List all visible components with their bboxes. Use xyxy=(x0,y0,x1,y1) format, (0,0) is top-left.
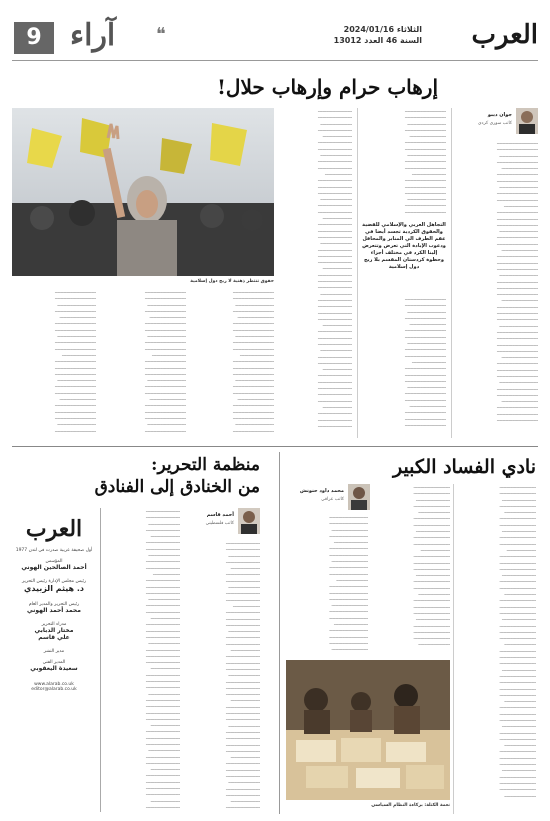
art-label: المدير الفني xyxy=(42,660,66,665)
masthead-divider xyxy=(100,508,101,812)
article1-pull-quote: التجاهل العربي والإسلامي للقضية والحقوق الكردية تجسد أيضا في عقم الطرف الي المنابر والمحافل ودعوب الإبادة التي تعرض وتتعرض إلينا الكرد في مختلف أجزاء وحظوة كردستان المقسم بلا ربح دول إسلامية xyxy=(362,222,446,270)
issue-line: السنة 46 العدد 13012 xyxy=(333,36,422,45)
article2-author xyxy=(284,484,370,510)
section-divider xyxy=(279,452,280,814)
date-block xyxy=(334,24,422,46)
article3-column-2: ‏ـــــــــــــــــــــــــــــ ‏ـــــــــــــــــــــــــــــ ‏ـــــــــــــــــــــــــــ ‏ـــــــــــــــــــــــــــــ ‏ـــــــــــــــــــــــــ ‏ـــــــــــــــــــــــــــــ ‏ـــــــــــــــــــــــــــــ ‏ـــــــــــــــــــــــــــ ‏ـــــــــــــــــــــــــــــ ‏ـــــــــــــــــــــــــــــ ‏ـــــــــــــــــــــــ ‏ـــــــــــــــــــــــــــــ ‏ـــــــــــــــــــــــــــــ ‏ـــــــــــــــــــــــــــــ ‏ـــــــــــــــــــــــــــ ‏ـــــــــــــــــــــــــــــ ‏ـــــــــــــــــــــــــــــ ‏ـــــــــــــــــــــــــ ‏ـــــــــــــــــــــــــــــ ‏ـــــــــــــــــــــــــــــ ‏ـــــــــــــــــــــــــــــ ‏ـــــــــــــــــــــــــــ ‏ـــــــــــــــــــــــــــــ ‏ـــــــــــــــــــــــــــــ ‏ـــــــــــــــــــــــــــــ ‏ـــــــــــــــــــــــــ ‏ـــــــــــــــــــــــــــــ ‏ـــــــــــــــــــــــــــــ ‏ـــــــــــــــــــــــــــــ ‏ـــــــــــــــــــــــــــ ‏ـــــــــــــــــــــــــــــ ‏ـــــــــــــــــــــــــــــ ‏ـــــــــــــــــــــــــــــ ‏ـــــــــــــــــــــــــــــ ‏ـــــــــــــــــــــــــ ‏ـــــــــــــــــــــــــــــ ‏ـــــــــــــــــــــــــــــ ‏ـــــــــــــــــــــــــــــ ‏ـــــــــــــــــــــــــــ ‏ـــــــــــــــــــــــــــــ ‏ـــــــــــــــــــــــــــــ ‏ـــــــــــــــــــــــــ ‏ـــــــــــــــــــــــــــــ xyxy=(226,540,260,810)
author-photo xyxy=(348,484,370,510)
article1-author-role: كاتب سوري كردي xyxy=(478,121,512,126)
newspaper-logo: العرب xyxy=(471,20,538,50)
masthead-intro: أول صحيفة عربية صدرت في لندن 1977 xyxy=(15,548,93,553)
ballot-scene xyxy=(286,660,450,800)
chairman-label: رئيس مجلس الإدارة رئيس التحرير xyxy=(21,579,86,584)
protest-scene xyxy=(12,108,274,276)
header-rule xyxy=(12,60,538,61)
article1-photo-caption: حقوق تنتظر ذهنية لا ربح دول إسلامية xyxy=(190,279,274,284)
column-divider xyxy=(453,484,454,814)
section-rule xyxy=(12,446,538,447)
article2-column-1: ‏ـــــــــــــــــــــــــــــــ ‏ـــــــــــــــــــــــــــــــ ‏ـــــــــــــــــــــــــــــ ‏ـــــــــــــــــــــــــــــــ ‏ـــــــــــــــــــــــــــ ‏ـــــــــــــــــــــــــــــــ ‏ـــــــــــــــــــــــــــــــ ‏ـــــــــــــــــــــــــــــ ‏ـــــــــــــــــــــــــــــــ ‏ـــــــــــــــــــــــــــــــ ‏ـــــــــــــــــــــــــ ‏ـــــــــــــــــــــــــــــــ ‏ـــــــــــــــــــــــــــــــ ‏ـــــــــــــــــــــــــــــــ ‏ـــــــــــــــــــــــــــــ ‏ـــــــــــــــــــــــــــــــ ‏ـــــــــــــــــــــــــــــــ ‏ـــــــــــــــــــــــــــ ‏ـــــــــــــــــــــــــــــــ ‏ـــــــــــــــــــــــــــــــ ‏ـــــــــــــــــــــــــــــــ ‏ـــــــــــــــــــــــــــــ ‏ـــــــــــــــــــــــــــــــ ‏ـــــــــــــــــــــــــــــــ ‏ـــــــــــــــــــــــــــــــ ‏ـــــــــــــــــــــــــــ ‏ـــــــــــــــــــــــــــــــ ‏ـــــــــــــــــــــــــــــــ ‏ـــــــــــــــــــــــــــــــ ‏ـــــــــــــــــــــــــــــ ‏ـــــــــــــــــــــــــــــــ ‏ـــــــــــــــــــــــــــــــ ‏ـــــــــــــــــــــــــــــــ ‏ـــــــــــــــــــــــــــــــ ‏ـــــــــــــــــــــــــــ ‏ـــــــــــــــــــــــــــــــ ‏ـــــــــــــــــــــــــــــــ ‏ـــــــــــــــــــــــــــــــ ‏ـــــــــــــــــــــــــــــ ‏ـــــــــــــــــــــــــــــــ ‏ـــــــــــــــــــــــــــــــ ‏ـــــــــــــــــــــــــــ ‏ـــــــــــــــــــــــــــــــ ‏ـــــــــــــــــــــــــــــــ ‏ـــــــــــــــــــــــــــــــ ‏ـــــــــــــــــــــــــــــ ‏ـــــــــــــــــــــــــــــــ ‏ـــــــــــــــــــــــــــــــ ‏ـــــــــــــــــــــــــــــــ ‏ـــــــــــــــــــــــــــ xyxy=(499,484,536,798)
column-divider xyxy=(357,108,358,438)
article1-column-5: ‏ـــــــــــــــــــــــــــــــــــ ‏ـــــــــــــــــــــــــــــــــــ ‏ـــــــــــــــــــــــــــــــــ ‏ـــــــــــــــــــــــــــــــــــ ‏ـــــــــــــــــــــــــــــــ ‏ـــــــــــــــــــــــــــــــــــ ‏ـــــــــــــــــــــــــــــــــــ ‏ـــــــــــــــــــــــــــــــــ ‏ـــــــــــــــــــــــــــــــــــ ‏ـــــــــــــــــــــــــــــــــــ ‏ـــــــــــــــــــــــــــــ ‏ـــــــــــــــــــــــــــــــــــ ‏ـــــــــــــــــــــــــــــــــــ ‏ـــــــــــــــــــــــــــــــــــ ‏ـــــــــــــــــــــــــــــــــ ‏ـــــــــــــــــــــــــــــــــــ ‏ـــــــــــــــــــــــــــــــــــ ‏ـــــــــــــــــــــــــــــــ ‏ـــــــــــــــــــــــــــــــــــ ‏ـــــــــــــــــــــــــــــــــــ ‏ـــــــــــــــــــــــــــــــــــ ‏ـــــــــــــــــــــــــــــــــ ‏ـــــــــــــــــــــــــــــــــــ xyxy=(144,289,186,433)
quote-icon: ❝ xyxy=(156,24,166,45)
author-photo xyxy=(516,108,538,134)
article1-headline: إرهاب حرام وإرهاب حلال! xyxy=(217,75,438,99)
article2-column-2: ‏ـــــــــــــــــــــــــــــــ ‏ـــــــــــــــــــــــــــــــ ‏ـــــــــــــــــــــــــــــ ‏ـــــــــــــــــــــــــــــــ ‏ـــــــــــــــــــــــــــ ‏ـــــــــــــــــــــــــــــــ ‏ـــــــــــــــــــــــــــــــ ‏ـــــــــــــــــــــــــــــ ‏ـــــــــــــــــــــــــــــــ ‏ـــــــــــــــــــــــــــــــ ‏ـــــــــــــــــــــــــ ‏ـــــــــــــــــــــــــــــــ ‏ـــــــــــــــــــــــــــــــ ‏ـــــــــــــــــــــــــــــــ ‏ـــــــــــــــــــــــــــــ ‏ـــــــــــــــــــــــــــــــ ‏ـــــــــــــــــــــــــــــــ ‏ـــــــــــــــــــــــــــ ‏ـــــــــــــــــــــــــــــــ ‏ـــــــــــــــــــــــــــــــ ‏ـــــــــــــــــــــــــــــــ ‏ـــــــــــــــــــــــــــــ ‏ـــــــــــــــــــــــــــــــ ‏ـــــــــــــــــــــــــــــــ ‏ـــــــــــــــــــــــــــــــ ‏ـــــــــــــــــــــــــــ xyxy=(413,484,450,647)
author-photo xyxy=(238,508,260,534)
page-header xyxy=(0,0,550,60)
editor1-name: مختار الدبابي xyxy=(34,627,74,634)
art-director-name: سعيدة اليعقوبي xyxy=(30,665,78,672)
website-link[interactable]: www.alarab.co.uk xyxy=(34,682,74,687)
article2-photo-caption: نعمة الكتلة: بركاءة النظام السياسي xyxy=(371,803,450,808)
masthead-box xyxy=(12,508,96,814)
article3-author-name: أحمد قاسم xyxy=(206,512,234,518)
date-line: الثلاثاء 2024/01/16 xyxy=(343,25,422,34)
article3-author-role: كاتب فلسطيني xyxy=(205,521,234,526)
article1-column-6: ‏ـــــــــــــــــــــــــــــــــــ ‏ـــــــــــــــــــــــــــــــــــ ‏ـــــــــــــــــــــــــــــــــ ‏ـــــــــــــــــــــــــــــــــــ ‏ـــــــــــــــــــــــــــــــ ‏ـــــــــــــــــــــــــــــــــــ ‏ـــــــــــــــــــــــــــــــــــ ‏ـــــــــــــــــــــــــــــــــ ‏ـــــــــــــــــــــــــــــــــــ ‏ـــــــــــــــــــــــــــــــــــ ‏ـــــــــــــــــــــــــــــ ‏ـــــــــــــــــــــــــــــــــــ ‏ـــــــــــــــــــــــــــــــــــ ‏ـــــــــــــــــــــــــــــــــــ ‏ـــــــــــــــــــــــــــــــــ ‏ـــــــــــــــــــــــــــــــــــ ‏ـــــــــــــــــــــــــــــــــــ ‏ـــــــــــــــــــــــــــــــ ‏ـــــــــــــــــــــــــــــــــــ ‏ـــــــــــــــــــــــــــــــــــ ‏ـــــــــــــــــــــــــــــــــــ ‏ـــــــــــــــــــــــــــــــــ ‏ـــــــــــــــــــــــــــــــــــ xyxy=(54,289,96,433)
article2-author-name: محمد داود حنونش xyxy=(299,488,344,494)
email-link[interactable]: editor@alarab.co.uk xyxy=(31,687,77,692)
editors-label: مدراء التحرير xyxy=(41,622,67,627)
article2-headline: نادي الفساد الكبير xyxy=(392,456,536,478)
article3-headline xyxy=(95,454,260,498)
article1-author-name: جوان ديبو xyxy=(487,112,512,118)
masthead-logo: العرب xyxy=(25,516,83,542)
article3-author xyxy=(184,508,260,534)
chairman-name: د. هيثم الزبيدي xyxy=(23,584,84,593)
page-number: 9 xyxy=(14,22,54,54)
founder-label: المؤسس xyxy=(45,559,63,564)
article3-headline-line1: منظمة التحرير: xyxy=(151,455,260,475)
article1-author xyxy=(458,108,538,134)
section-title: آراء xyxy=(70,18,116,53)
article3-headline-line2: من الخنادق إلى الفنادق xyxy=(94,477,260,497)
article1-column-4: ‏ـــــــــــــــــــــــــــــــــــ ‏ـــــــــــــــــــــــــــــــــــ ‏ـــــــــــــــــــــــــــــــــ ‏ـــــــــــــــــــــــــــــــــــ ‏ـــــــــــــــــــــــــــــــ ‏ـــــــــــــــــــــــــــــــــــ ‏ـــــــــــــــــــــــــــــــــــ ‏ـــــــــــــــــــــــــــــــــ ‏ـــــــــــــــــــــــــــــــــــ ‏ـــــــــــــــــــــــــــــــــــ ‏ـــــــــــــــــــــــــــــ ‏ـــــــــــــــــــــــــــــــــــ ‏ـــــــــــــــــــــــــــــــــــ ‏ـــــــــــــــــــــــــــــــــــ ‏ـــــــــــــــــــــــــــــــــ ‏ـــــــــــــــــــــــــــــــــــ ‏ـــــــــــــــــــــــــــــــــــ ‏ـــــــــــــــــــــــــــــــ ‏ـــــــــــــــــــــــــــــــــــ ‏ـــــــــــــــــــــــــــــــــــ ‏ـــــــــــــــــــــــــــــــــــ ‏ـــــــــــــــــــــــــــــــــ ‏ـــــــــــــــــــــــــــــــــــ xyxy=(232,289,274,433)
founder-name: أحمد الصالحين الهوني xyxy=(21,564,87,571)
gm-label: رئيس التحرير والمدير العام xyxy=(28,602,80,607)
editor2-name: علي قاسم xyxy=(38,634,70,641)
column-divider xyxy=(451,108,452,438)
article1-column-1: ‏ـــــــــــــــــــــــــــــــــــ ‏ـــــــــــــــــــــــــــــــــــ ‏ـــــــــــــــــــــــــــــــــ ‏ـــــــــــــــــــــــــــــــــــ ‏ـــــــــــــــــــــــــــــــ ‏ـــــــــــــــــــــــــــــــــــ ‏ـــــــــــــــــــــــــــــــــــ ‏ـــــــــــــــــــــــــــــــــ ‏ـــــــــــــــــــــــــــــــــــ ‏ـــــــــــــــــــــــــــــــــــ ‏ـــــــــــــــــــــــــــــ ‏ـــــــــــــــــــــــــــــــــــ ‏ـــــــــــــــــــــــــــــــــــ ‏ـــــــــــــــــــــــــــــــــــ ‏ـــــــــــــــــــــــــــــــــ ‏ـــــــــــــــــــــــــــــــــــ ‏ـــــــــــــــــــــــــــــــــــ ‏ـــــــــــــــــــــــــــــــ ‏ـــــــــــــــــــــــــــــــــــ ‏ـــــــــــــــــــــــــــــــــــ ‏ـــــــــــــــــــــــــــــــــــ ‏ـــــــــــــــــــــــــــــــــ ‏ـــــــــــــــــــــــــــــــــــ ‏ـــــــــــــــــــــــــــــــــــ ‏ـــــــــــــــــــــــــــــــــــ ‏ـــــــــــــــــــــــــــــــ ‏ـــــــــــــــــــــــــــــــــــ ‏ـــــــــــــــــــــــــــــــــــ ‏ـــــــــــــــــــــــــــــــــــ ‏ـــــــــــــــــــــــــــــــــ ‏ـــــــــــــــــــــــــــــــــــ ‏ـــــــــــــــــــــــــــــــــــ ‏ـــــــــــــــــــــــــــــــــــ ‏ـــــــــــــــــــــــــــــــــــ ‏ـــــــــــــــــــــــــــــــ ‏ـــــــــــــــــــــــــــــــــــ ‏ـــــــــــــــــــــــــــــــــــ ‏ـــــــــــــــــــــــــــــــــــ ‏ـــــــــــــــــــــــــــــــــ ‏ـــــــــــــــــــــــــــــــــــ ‏ـــــــــــــــــــــــــــــــــــ ‏ـــــــــــــــــــــــــــــــ ‏ـــــــــــــــــــــــــــــــــــ ‏ـــــــــــــــــــــــــــــــــــ ‏ـــــــــــــــــــــــــــــــــــ xyxy=(496,140,538,423)
desk-label: مدير النشر xyxy=(43,649,65,654)
article3-column-1: ‏ـــــــــــــــــــــــــــــ ‏ـــــــــــــــــــــــــــــ ‏ـــــــــــــــــــــــــــ ‏ـــــــــــــــــــــــــــــ ‏ـــــــــــــــــــــــــ ‏ـــــــــــــــــــــــــــــ ‏ـــــــــــــــــــــــــــــ ‏ـــــــــــــــــــــــــــ ‏ـــــــــــــــــــــــــــــ ‏ـــــــــــــــــــــــــــــ ‏ـــــــــــــــــــــــ ‏ـــــــــــــــــــــــــــــ ‏ـــــــــــــــــــــــــــــ ‏ـــــــــــــــــــــــــــــ ‏ـــــــــــــــــــــــــــ ‏ـــــــــــــــــــــــــــــ ‏ـــــــــــــــــــــــــــــ ‏ـــــــــــــــــــــــــ ‏ـــــــــــــــــــــــــــــ ‏ـــــــــــــــــــــــــــــ ‏ـــــــــــــــــــــــــــــ ‏ـــــــــــــــــــــــــــ ‏ـــــــــــــــــــــــــــــ ‏ـــــــــــــــــــــــــــــ ‏ـــــــــــــــــــــــــــــ ‏ـــــــــــــــــــــــــ ‏ـــــــــــــــــــــــــــــ ‏ـــــــــــــــــــــــــــــ ‏ـــــــــــــــــــــــــــــ ‏ـــــــــــــــــــــــــــ ‏ـــــــــــــــــــــــــــــ ‏ـــــــــــــــــــــــــــــ ‏ـــــــــــــــــــــــــــــ ‏ـــــــــــــــــــــــــــــ ‏ـــــــــــــــــــــــــ ‏ـــــــــــــــــــــــــــــ ‏ـــــــــــــــــــــــــــــ ‏ـــــــــــــــــــــــــــــ ‏ـــــــــــــــــــــــــــ ‏ـــــــــــــــــــــــــــــ ‏ـــــــــــــــــــــــــــــ ‏ـــــــــــــــــــــــــ ‏ـــــــــــــــــــــــــــــ ‏ـــــــــــــــــــــــــــــ ‏ـــــــــــــــــــــــــــــ ‏ـــــــــــــــــــــــــــــ ‏ـــــــــــــــــــــــــ ‏ـــــــــــــــــــــــــــــ xyxy=(146,508,180,809)
article2-column-3: ‏ـــــــــــــــــــــــــــــــــ ‏ـــــــــــــــــــــــــــــــــ ‏ـــــــــــــــــــــــــــــــ ‏ـــــــــــــــــــــــــــــــــ ‏ـــــــــــــــــــــــــــــ ‏ـــــــــــــــــــــــــــــــــ ‏ـــــــــــــــــــــــــــــــــ ‏ـــــــــــــــــــــــــــــــ ‏ـــــــــــــــــــــــــــــــــ ‏ـــــــــــــــــــــــــــــــــ ‏ـــــــــــــــــــــــــــ ‏ـــــــــــــــــــــــــــــــــ ‏ـــــــــــــــــــــــــــــــــ ‏ـــــــــــــــــــــــــــــــــ ‏ـــــــــــــــــــــــــــــــ ‏ـــــــــــــــــــــــــــــــــ ‏ـــــــــــــــــــــــــــــــــ ‏ـــــــــــــــــــــــــــــ ‏ـــــــــــــــــــــــــــــــــ ‏ـــــــــــــــــــــــــــــــــ ‏ـــــــــــــــــــــــــــــــــ ‏ـــــــــــــــــــــــــــــــ xyxy=(329,514,368,652)
article1-column-2-top: ‏ـــــــــــــــــــــــــــــــــــ ‏ـــــــــــــــــــــــــــــــــــ ‏ـــــــــــــــــــــــــــــــــ ‏ـــــــــــــــــــــــــــــــــــ ‏ـــــــــــــــــــــــــــــــ ‏ـــــــــــــــــــــــــــــــــــ ‏ـــــــــــــــــــــــــــــــــــ ‏ـــــــــــــــــــــــــــــــــ ‏ـــــــــــــــــــــــــــــــــــ ‏ـــــــــــــــــــــــــــــــــــ ‏ـــــــــــــــــــــــــــــ ‏ـــــــــــــــــــــــــــــــــــ ‏ـــــــــــــــــــــــــــــــــــ ‏ـــــــــــــــــــــــــــــــــــ ‏ـــــــــــــــــــــــــــــــــ ‏ـــــــــــــــــــــــــــــــــــ ‏ـــــــــــــــــــــــــــــــــــ xyxy=(404,108,446,214)
article1-column-2-bottom: ‏ـــــــــــــــــــــــــــــــــــ ‏ـــــــــــــــــــــــــــــــــــ ‏ـــــــــــــــــــــــــــــــــ ‏ـــــــــــــــــــــــــــــــــــ ‏ـــــــــــــــــــــــــــــــ ‏ـــــــــــــــــــــــــــــــــــ ‏ـــــــــــــــــــــــــــــــــــ ‏ـــــــــــــــــــــــــــــــــ ‏ـــــــــــــــــــــــــــــــــــ ‏ـــــــــــــــــــــــــــــــــــ ‏ـــــــــــــــــــــــــــــ ‏ـــــــــــــــــــــــــــــــــــ ‏ـــــــــــــــــــــــــــــــــــ ‏ـــــــــــــــــــــــــــــــــــ ‏ـــــــــــــــــــــــــــــــــ ‏ـــــــــــــــــــــــــــــــــــ ‏ـــــــــــــــــــــــــــــــــــ ‏ـــــــــــــــــــــــــــــــ ‏ـــــــــــــــــــــــــــــــــــ ‏ـــــــــــــــــــــــــــــــــــ ‏ـــــــــــــــــــــــــــــــــــ xyxy=(404,296,446,427)
article2-photo xyxy=(286,660,450,800)
article1-column-3: ‏ـــــــــــــــــــــــــــــ ‏ـــــــــــــــــــــــــــــ ‏ـــــــــــــــــــــــــــ ‏ـــــــــــــــــــــــــــــ ‏ـــــــــــــــــــــــــ ‏ـــــــــــــــــــــــــــــ ‏ـــــــــــــــــــــــــــــ ‏ـــــــــــــــــــــــــــ ‏ـــــــــــــــــــــــــــــ ‏ـــــــــــــــــــــــــــــ ‏ـــــــــــــــــــــــ ‏ـــــــــــــــــــــــــــــ ‏ـــــــــــــــــــــــــــــ ‏ـــــــــــــــــــــــــــــ ‏ـــــــــــــــــــــــــــ ‏ـــــــــــــــــــــــــــــ ‏ـــــــــــــــــــــــــــــ ‏ـــــــــــــــــــــــــ ‏ـــــــــــــــــــــــــــــ ‏ـــــــــــــــــــــــــــــ ‏ـــــــــــــــــــــــــــــ ‏ـــــــــــــــــــــــــــ ‏ـــــــــــــــــــــــــــــ ‏ـــــــــــــــــــــــــــــ ‏ـــــــــــــــــــــــــــــ ‏ـــــــــــــــــــــــــ ‏ـــــــــــــــــــــــــــــ ‏ـــــــــــــــــــــــــــــ ‏ـــــــــــــــــــــــــــــ ‏ـــــــــــــــــــــــــــ ‏ـــــــــــــــــــــــــــــ ‏ـــــــــــــــــــــــــــــ ‏ـــــــــــــــــــــــــــــ ‏ـــــــــــــــــــــــــــــ ‏ـــــــــــــــــــــــــ ‏ـــــــــــــــــــــــــــــ ‏ـــــــــــــــــــــــــــــ ‏ـــــــــــــــــــــــــــــ ‏ـــــــــــــــــــــــــــ ‏ـــــــــــــــــــــــــــــ ‏ـــــــــــــــــــــــــــــ ‏ـــــــــــــــــــــــــ ‏ـــــــــــــــــــــــــــــ ‏ـــــــــــــــــــــــــــــ ‏ـــــــــــــــــــــــــــــ ‏ـــــــــــــــــــــــــــــ ‏ـــــــــــــــــــــــــــــ ‏ـــــــــــــــــــــــــ ‏ـــــــــــــــــــــــــــــ ‏ـــــــــــــــــــــــــــــ ‏ـــــــــــــــــــــــــــــ xyxy=(318,108,352,428)
article2-author-role: كاتب عراقي xyxy=(321,497,344,502)
gm-name: محمد أحمد الهوني xyxy=(27,607,81,614)
article1-photo xyxy=(12,108,274,276)
